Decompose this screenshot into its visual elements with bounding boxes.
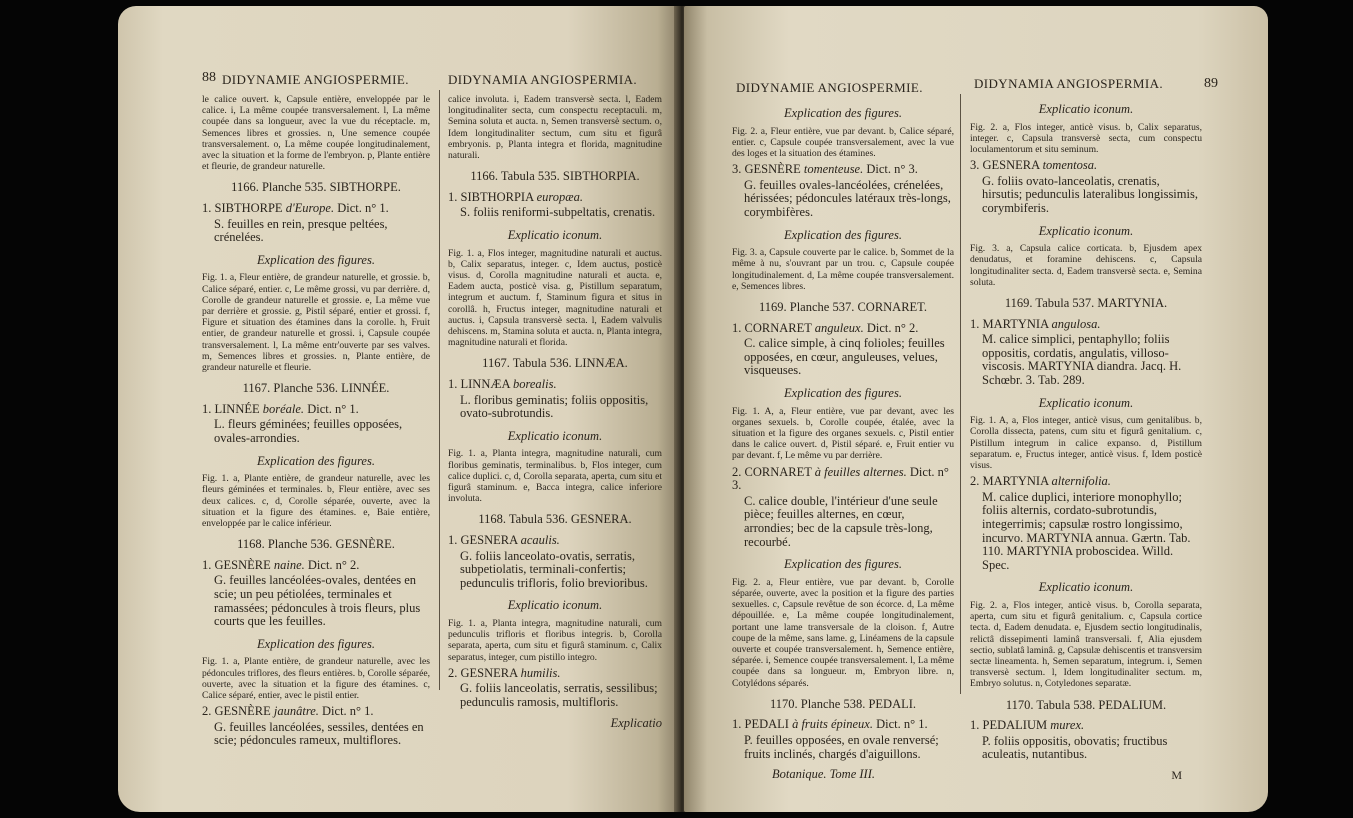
plate-heading: 1166. Tabula 535. SIBTHORPIA. [470,169,640,184]
genus-name: 2. GESNÈRE [202,704,271,719]
species-entry [202,403,430,417]
figure-explanation-heading: Explicatio iconum. [1038,223,1134,238]
figure-caption: Fig. 2. a, Flos integer, anticè visus. b, Calix separatus, integer. c, Capsula transversè secta, cum conspectu loculamentorum et situ seminum. [970,121,1202,155]
figure-caption: Fig. 1. a, Planta integra, magnitudine naturali, cum pedunculis trifloris et floribus integris. b, Corolla separata, aperta, cum situ et figurâ staminum. c, Calix separatus, integer, cum pistillo integro. [448,617,662,663]
left-header-la: DIDYNAMIA ANGIOSPERMIA. [448,72,638,87]
genus-name: 1. GESNERA [448,533,518,547]
species-entry [732,466,954,493]
genus-name: 1. GESNÈRE [202,557,271,572]
species-entry [202,559,430,573]
species-entry [970,719,1202,733]
species-description: P. foliis oppositis, obovatis; fructibus aculeatis, nutantibus. [982,733,1168,762]
species-epithet: boréale. [262,401,305,416]
species-epithet: à fruits épineux. [792,717,873,732]
dict-ref: Dict. n° 1. [307,401,359,416]
dict-ref: Dict. n° 1. [876,717,928,732]
figure-explanation-heading: Explication des figures. [257,252,375,267]
species-description: P. feuilles opposées, en ovale renversé; fruits inclinés, chargés d'aiguillons. [744,732,939,761]
plate-heading: 1167. Tabula 536. LINNÆA. [482,356,628,371]
figure-explanation-heading: Explicatio iconum. [507,598,603,613]
species-entry [732,322,954,336]
species-entry [202,705,430,719]
species-epithet: acaulis. [520,533,560,547]
plate-heading: 1166. Planche 535. SIBTHORPE. [231,180,401,195]
genus-name: 1. PEDALI [732,717,789,732]
figure-caption: Fig. 1. a, Flos integer, magnitudine naturali et auctus. b, Calix separatus, integer. c, Idem auctus, posticè visus. d, Corolla magnitudine naturali et aucta. e, Eadem aucta, posticè visa. g, Pistillum separatum, integrum et auctum. f, Staminum figura et situs in corollâ. h, Fructus integer, magnitudine naturali et auctus. i, Capsula transversè secta. l, Eadem valvulis dehiscens. m, Stamina soluta et aucta. n, Planta integra, magnitudine naturali et florida. [448,247,662,349]
figure-explanation-heading: Explication des figures. [257,453,375,468]
species-description: G. feuilles ovales-lancéolées, crénelées, hérissées; pédoncules latéraux très-longs, corymbifères. [744,177,951,219]
species-epithet: tomentosa. [1042,158,1098,173]
intro-text: le calice ouvert. k, Capsule entière, enveloppée par le calice. i, La même coupée transversalement. l, La même coupée dans sa longueur, avec la vue du réceptacle. m, Semences libres et grossies. n, Une semence coupée transversalement. o, La même coupée longitudinalement, avec la situation et la forme de l'embryon. p, Plante entière et fleurie, de grandeur naturelle. [202,94,430,173]
figure-explanation-heading: Explication des figures. [784,557,902,572]
species-epithet: jaunâtre. [273,704,319,719]
figure-caption: Fig. 1. a, Planta integra, magnitudine naturali, cum floribus geminatis, terminalibus. b, Flos integer, cum calice duplici. c, d, Corolla separata, aperta, cum situ et figurâ staminum. e, Bacca integra, calice inferiore involuta. [448,448,662,505]
species-description: L. floribus geminatis; foliis oppositis, ovato-subrotundis. [460,392,649,421]
right-page [684,6,1268,812]
left-fr-column [202,94,430,756]
species-epithet: murex. [1050,718,1085,733]
genus-name: 3. GESNERA [970,158,1040,173]
figure-caption: Fig. 1. A, a, Fleur entière, vue par devant, avec les organes sexuels. b, Corolle coupée, étalée, avec la situation et la figure des organes sexuels. c, Pistil entier dans le calice ouvert. d, Pistil séparé. e, Fruit entier vu par devant. f, Le même vu par derrière. [732,405,954,462]
signature-mark: M [1171,767,1182,782]
plate-heading: 1169. Planche 537. CORNARET. [758,299,928,314]
dict-ref: Dict. n° 3. [732,464,949,493]
left-page-number: 88 [202,70,216,85]
species-description: G. foliis lanceolato-ovatis, serratis, subpetiolatis, terminali-confertis; pedunculis trifloris, folio brevioribus. [460,548,648,590]
species-description: S. foliis reniformi-subpeltatis, crenatis. [460,205,656,220]
figure-explanation-heading: Explicatio iconum. [507,228,603,242]
signature-line: Botanique. Tome III. [772,767,875,782]
left-page [118,6,680,812]
figure-caption: Fig. 2. a, Fleur entière, vue par devant. b, Corolle séparée, ouverte, avec la position et la figure des parties sexuelles. c, Capsule revêtue de son écorce. d, La même dépouillée. e, La même coupée longitudinalement, portant une lame transversale de la cloison. f, Autre coupe de la même, sans lame. g, Linéamens de la capsule ouverte et coupée transversalement. h, Semence entière, séparée. i, Semence coupée transversalement. l, La même coupée dans sa longueur. m, Embryon libre. n, Cotylédons séparés. [732,576,954,689]
genus-name: 1. SIBTHORPIA [448,189,534,204]
genus-name: 1. CORNARET [732,320,812,335]
catchword: Explicatio [610,715,662,730]
species-entry [970,318,1202,332]
species-epithet: angulosa. [1051,316,1101,331]
genus-name: 1. PEDALIUM [970,718,1048,733]
species-entry [202,202,430,216]
plate-heading: 1169. Tabula 537. MARTYNIA. [1004,295,1168,310]
species-entry [732,718,954,732]
genus-name: 1. LINNÉE [202,401,260,416]
figure-explanation-heading: Explication des figures. [784,227,902,242]
left-la-column [448,94,662,729]
species-description: S. feuilles en rein, presque peltées, crénelées. [214,216,388,245]
right-header-la: DIDYNAMIA ANGIOSPERMIA. [974,76,1164,91]
species-description: M. calice simplici, pentaphyllo; foliis oppositis, cordatis, angulatis, villoso-viscosis. MARTYNIA diandra. Jacq. H. Schœbr. 3. Tab. 289. [982,332,1182,387]
figure-explanation-heading: Explication des figures. [257,636,375,651]
genus-name: 2. GESNERA [448,665,518,680]
genus-name: 1. LINNÆA [448,377,510,392]
species-epithet: alternifolia. [1051,474,1111,489]
genus-name: 2. CORNARET [732,464,812,479]
species-description: G. feuilles lancéolées-ovales, dentées en scie; un peu pétiolées, terminales et ramassées; pédoncules à trois fleurs, plus courts que les feuilles. [214,573,421,629]
species-description: G. foliis lanceolatis, serratis, sessilibus; pedunculis ramosis, multifloris. [460,681,658,709]
dict-ref: Dict. n° 1. [322,704,374,719]
species-entry [448,534,662,548]
plate-heading: 1170. Planche 538. PEDALI. [769,696,917,711]
column-divider [960,94,961,694]
plate-heading: 1168. Planche 536. GESNÈRE. [237,537,395,552]
species-entry [448,378,662,392]
figure-caption: Fig. 3. a, Capsule couverte par le calice. b, Sommet de la même à nu, s'ouvrant par un trou. c, Capsule coupée longitudinalement. d, La même coupée transversalement. e, Semences libres. [732,247,954,292]
figure-explanation-heading: Explicatio iconum. [1038,102,1134,116]
species-description: C. calice double, l'intérieur d'une seule pièce; feuilles alternes, en cœur, arrondies; bec de la capsule très-long, recourbé. [744,493,938,549]
figure-explanation-heading: Explication des figures. [784,385,902,400]
species-epithet: borealis. [512,377,557,392]
figure-explanation-heading: Explicatio iconum. [1038,395,1134,410]
column-divider [439,90,440,690]
species-epithet: europæa. [536,189,583,204]
species-description: G. foliis ovato-lanceolatis, crenatis, hirsutis; pedunculis lateralibus longissimis, corymbiferis. [982,173,1198,215]
left-header-fr: DIDYNAMIE ANGIOSPERMIE. [222,72,409,87]
dict-ref: Dict. n° 3. [866,162,918,177]
species-entry [448,667,662,681]
species-entry [970,475,1202,489]
figure-caption: Fig. 1. A, a, Flos integer, anticè visus, cum genitalibus. b, Corolla dissecta, patens, cum situ et figurâ genitalium. c, Pistillum integrum in calice expanso. d, Pistillum separatum. e, Fructus integer, anticè visus. f, Idem posticè visus. [970,415,1202,471]
figure-explanation-heading: Explicatio iconum. [507,428,603,443]
species-description: G. feuilles lancéolées, sessiles, dentées en scie; pédoncules rameux, multiflores. [214,719,424,748]
open-book [118,6,1268,812]
genus-name: 3. GESNÈRE [732,162,801,177]
plate-heading: 1168. Tabula 536. GESNERA. [478,512,632,527]
species-entry [448,191,662,205]
intro-text: calice involuta. i, Eadem transversè secta. l, Eadem longitudinaliter secta, cum conspectu receptaculi. m, Semina soluta et aucta. n, Semen transversè sectum. o, Idem longitudinaliter sectum, cum situ et figurâ embryonis. p, Planta integra et florida, magnitudine naturali. [448,94,662,162]
species-entry [970,159,1202,173]
figure-caption: Fig. 2. a, Fleur entière, vue par devant. b, Calice séparé, entier. c, Capsule coupée transversalement, avec la vue des loges et la situation des étamines. [732,125,954,159]
species-epithet: tomenteuse. [803,162,864,177]
right-fr-column [732,98,954,781]
species-entry [732,163,954,177]
species-epithet: anguleux. [814,320,864,335]
figure-caption: Fig. 1. a, Fleur entière, de grandeur naturelle, et grossie. b, Calice séparé, entier. c, Le même grossi, vu par derrière. d, Corolle de grandeur naturelle et grossie. e, La même vue par derrière et grossie. g, Pistil séparé, entier et grossi. f, Figure et situation des étamines dans la corolle. h, Fruit entier, de grandeur naturelle et grossi. i, Capsule coupée transversalement. l, La même entr'ouverte par ses valves. m, Semences libres et grossies. n, Plante entière, de grandeur naturelle et fleurie. [202,272,430,374]
figure-caption: Fig. 1. a, Plante entière, de grandeur naturelle, avec les fleurs géminées et terminales. b, Fleur entière, avec ses deux calices. c, d, Corolle séparée, ouverte, avec la situation et la figure des étamines. e, Baie entière, enveloppée par le calice inférieur. [202,473,430,529]
figure-explanation-heading: Explicatio iconum. [1038,580,1134,595]
plate-heading: 1170. Tabula 538. PEDALIUM. [1005,697,1167,712]
figure-caption: Fig. 2. a, Flos integer, anticè visus. b, Corolla separata, aperta, cum situ et figurâ genitalium. c, Capsula cortice tecta. d, Eadem denudata. e, Ejusdem sectio longitudinalis, relictâ dissepimenti laminâ transversali. f, Alia ejusdem sectio, sublatâ laminâ. g, Capsulæ dehiscentis et transversim sectæ lineamenta. h, Semen separatum, integrum. i, Semen transversè sectum. l, Idem longitudinaliter sectum. m, Embryo solutus. n, Cotyledones separatæ. [970,599,1202,690]
species-epithet: naine. [273,557,305,572]
plate-heading: 1167. Planche 536. LINNÉE. [242,381,390,396]
figure-explanation-heading: Explication des figures. [784,106,902,120]
species-epithet: à feuilles alternes. [814,464,907,479]
genus-name: 2. MARTYNIA [970,474,1049,489]
figure-caption: Fig. 1. a, Plante entière, de grandeur naturelle, avec les pédoncules triflores, des fleurs entières. b, Corolle séparée, ouverte, avec la situation et la figure des étamines. c, Calice séparé, entier, avec le pistil entier. [202,656,430,701]
figure-caption: Fig. 3. a, Capsula calice corticata. b, Ejusdem apex denudatus, et foramine dehiscens. c, Capsula longitudinaliter secta. d, Eadem transversè secta. e, Semina soluta. [970,243,1202,288]
species-description: M. calice duplici, interiore monophyllo; foliis alternis, cordato-subrotundis, integerrimis; capsulæ rostro longissimo, incurvo. MARTYNIA annua. Gærtn. Tab. 110. MARTYNIA proboscidea. Willd. Spec. [982,489,1191,572]
species-description: C. calice simple, à cinq folioles; feuilles opposées, en cœur, anguleuses, velues, visqueuses. [744,336,945,378]
species-epithet: humilis. [520,665,561,680]
right-page-number: 89 [1204,76,1218,91]
species-epithet: d'Europe. [285,201,335,216]
species-description: L. fleurs géminées; feuilles opposées, ovales-arrondies. [214,417,403,445]
genus-name: 1. SIBTHORPE [202,201,283,216]
dict-ref: Dict. n° 2. [866,320,919,335]
right-la-column [970,94,1202,782]
genus-name: 1. MARTYNIA [970,316,1049,331]
dict-ref: Dict. n° 2. [307,557,360,572]
right-header-fr: DIDYNAMIE ANGIOSPERMIE. [736,80,923,95]
dict-ref: Dict. n° 1. [337,201,389,216]
